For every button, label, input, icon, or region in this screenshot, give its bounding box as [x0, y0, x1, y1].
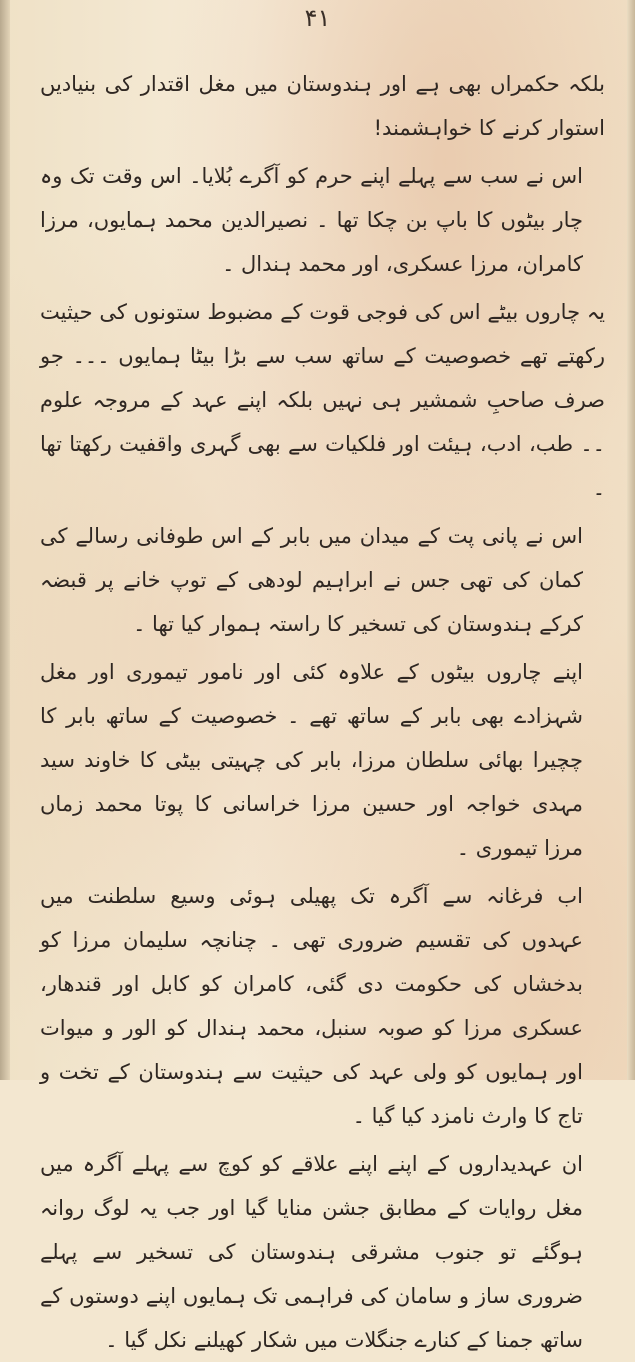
page-number: ۴۱ [304, 4, 331, 32]
paragraph-4: اس نے پانی پت کے میدان میں بابر کے اس طوفانی رسالے کی کمان کی تھی جس نے ابراہیم لودھی کے توپ خانے پر قبضہ کرکے ہندوستان کی تسخیر کا راستہ ہموار کیا تھا ۔ [40, 524, 583, 636]
paragraph-5: اپنے چاروں بیٹوں کے علاوہ کئی اور نامور تیموری اور مغل شہزادے بھی بابر کے ساتھ تھے ۔ خصوصیت کے ساتھ بابر کا چچیرا بھائی سلطان مرزا، بابر کی چہیتی بیٹی کا خاوند سید مہدی خواجہ اور حسین مرزا خراسانی کا پوتا محمد زماں مرزا تیموری ۔ [40, 660, 583, 860]
page-left-edge [0, 0, 10, 1080]
paragraph-7: ان عہدیداروں کے اپنے اپنے علاقے کو کوچ سے پہلے آگرہ میں مغل روایات کے مطابق جشن منایا گیا اور جب یہ لوگ روانہ ہوگئے تو جنوب مشرقی ہندوستان کی تسخیر سے پہلے ضروری ساز و سامان کی فراہمی تک ہمایوں اپنے دوستوں کے ساتھ جمنا کے کنارے جنگلات میں شکار کھیلنے نکل گیا ۔ [40, 1152, 583, 1352]
paragraph-2: اس نے سب سے پہلے اپنے حرم کو آگرے بُلایا۔ اس وقت تک وہ چار بیٹوں کا باپ بن چکا تھا ۔ نصیرالدین محمد ہمایوں، مرزا کامران، مرزا عسکری، اور محمد ہندال ۔ [40, 164, 583, 276]
paragraph-3: یہ چاروں بیٹے اس کی فوجی قوت کے مضبوط ستونوں کی حیثیت رکھتے تھے خصوصیت کے ساتھ سب سے بڑا بیٹا ہمایوں ۔۔۔ جو صرف صاحبِ شمشیر ہی نہیں بلکہ اپنے عہد کے مروجہ علوم ۔۔ طب، ادب، ہیئت اور فلکیات سے بھی گہری واقفیت رکھتا تھا ۔ [40, 300, 605, 500]
page-right-edge [627, 0, 635, 1080]
page-body [40, 62, 605, 1362]
paragraph-1: بلکہ حکمراں بھی ہے اور ہندوستان میں مغل اقتدار کی بنیادیں استوار کرنے کا خواہشمند! [40, 72, 605, 140]
paragraph-6: اب فرغانہ سے آگرہ تک پھیلی ہوئی وسیع سلطنت میں عہدوں کی تقسیم ضروری تھی ۔ چنانچہ سلیمان مرزا کو بدخشاں کی حکومت دی گئی، کامران کو کابل اور قندھار، عسکری مرزا کو صوبہ سنبل، محمد ہندال کو الور و میوات اور ہمایوں کو ولی عہد کی حیثیت سے ہندوستان کے تخت و تاج کا وارث نامزد کیا گیا ۔ [40, 884, 583, 1128]
